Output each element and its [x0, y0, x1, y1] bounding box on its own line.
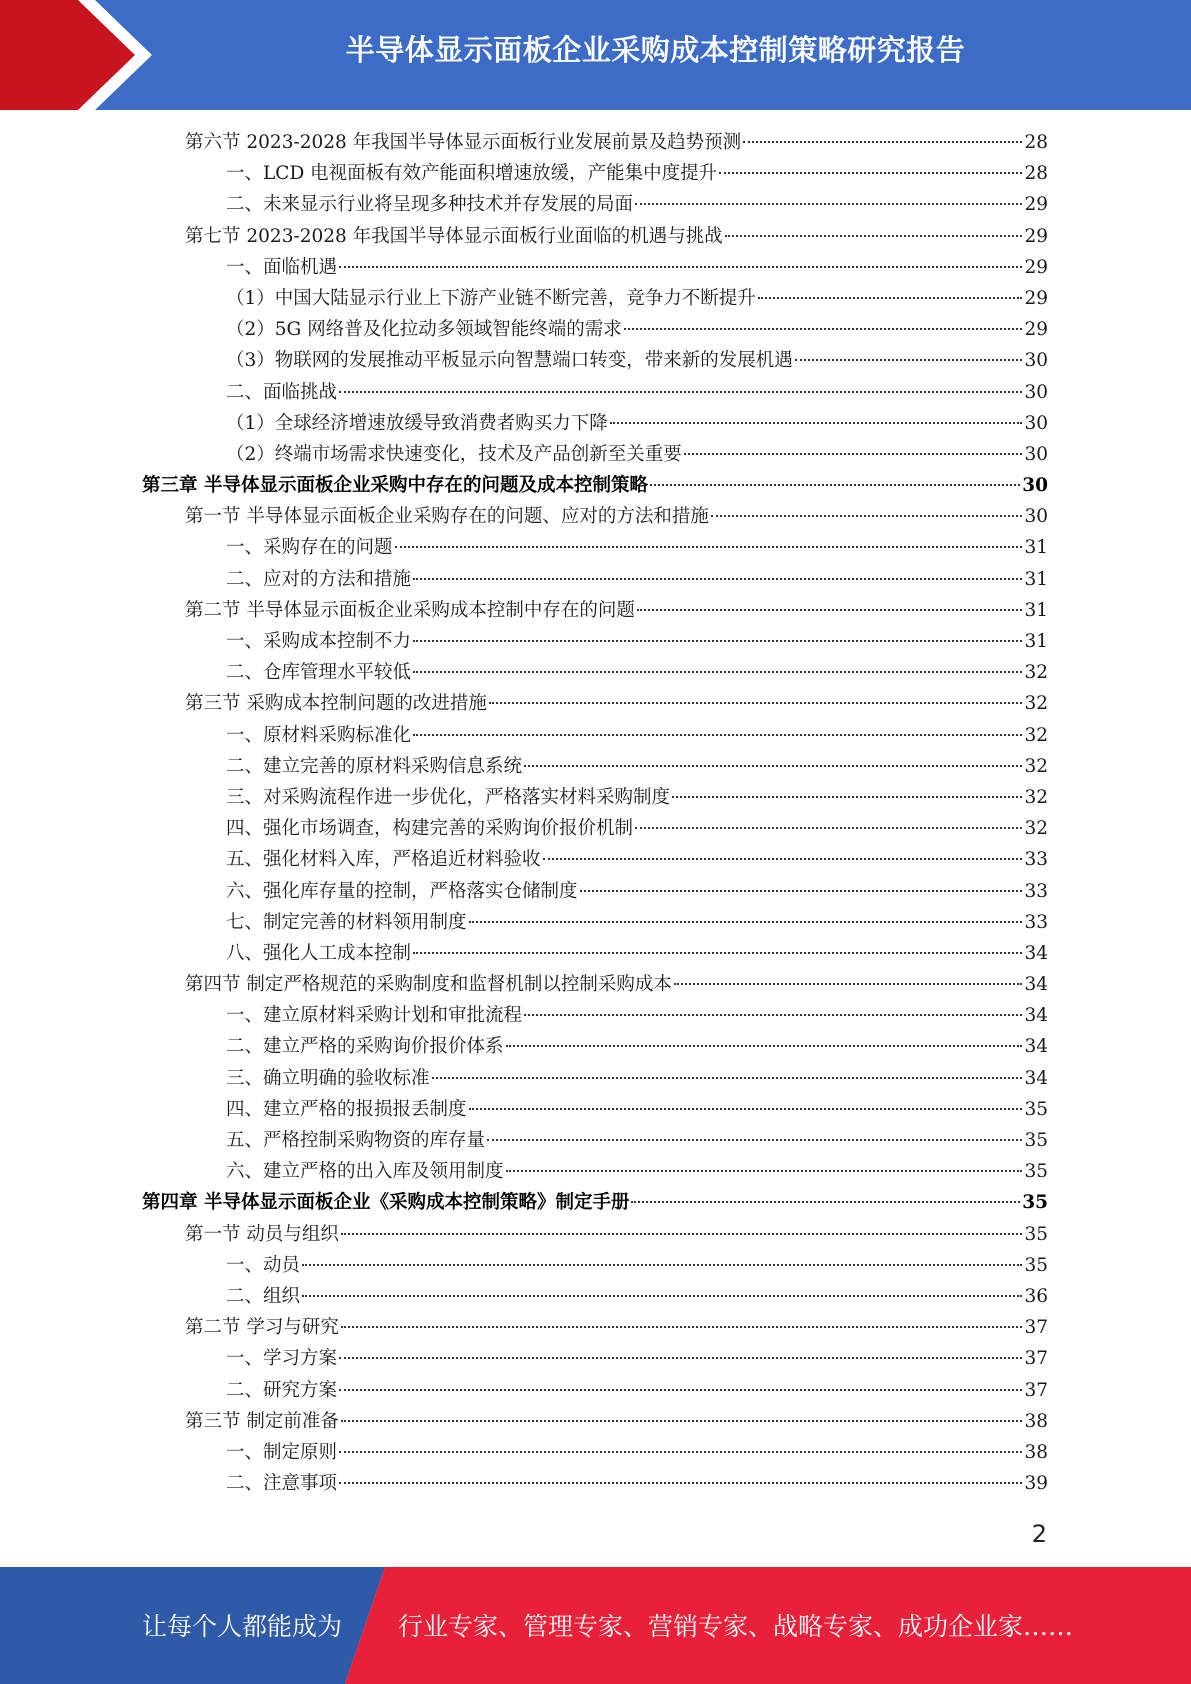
toc-entry-page: 32	[1024, 662, 1048, 684]
toc-dot-leader	[650, 484, 1020, 486]
table-of-contents	[142, 128, 1048, 1500]
toc-dot-leader	[684, 453, 1023, 455]
toc-entry-title: 第三节 采购成本控制问题的改进措施	[185, 693, 487, 715]
toc-entry-title: 一、建立原材料采购计划和审批流程	[226, 1005, 523, 1027]
toc-entry-page: 34	[1024, 1067, 1048, 1089]
toc-subsection-entry[interactable]	[142, 253, 1048, 284]
toc-entry-title: 二、注意事项	[226, 1473, 338, 1495]
toc-entry-title: 第三节 制定前准备	[185, 1410, 339, 1432]
toc-dot-leader	[432, 1077, 1023, 1079]
toc-dot-leader	[469, 1108, 1023, 1110]
toc-subsection-entry[interactable]	[142, 814, 1048, 845]
document-title: 半导体显示面板企业采购成本控制策略研究报告	[345, 33, 966, 67]
toc-entry-title: 一、制定原则	[226, 1441, 338, 1463]
toc-dot-leader	[674, 983, 1023, 985]
toc-dot-leader	[635, 827, 1022, 829]
toc-subsection-entry[interactable]	[142, 159, 1048, 190]
header-arrow-decoration	[0, 0, 160, 110]
toc-dot-leader	[624, 328, 1023, 330]
toc-entry-page: 32	[1024, 818, 1048, 840]
toc-dot-leader	[339, 1389, 1022, 1391]
toc-dot-leader	[487, 1139, 1022, 1141]
toc-entry-page: 29	[1024, 225, 1048, 247]
toc-entry-title: 第三章 半导体显示面板企业采购中存在的问题及成本控制策略	[142, 475, 648, 497]
toc-subsection-entry[interactable]	[142, 315, 1048, 346]
toc-subsection-entry[interactable]	[142, 721, 1048, 752]
toc-entry-title: 二、研究方案	[226, 1379, 338, 1401]
toc-entry-title: 二、仓库管理水平较低	[226, 662, 412, 684]
toc-subsection-entry[interactable]	[142, 845, 1048, 876]
toc-subsection-entry[interactable]	[142, 1376, 1048, 1407]
toc-entry-page: 35	[1022, 1192, 1048, 1214]
toc-dot-leader	[339, 1357, 1022, 1359]
toc-subsection-entry[interactable]	[142, 1251, 1048, 1282]
toc-entry-title: 六、建立严格的出入库及领用制度	[226, 1161, 504, 1183]
toc-subsection-entry[interactable]	[142, 533, 1048, 564]
toc-subsection-entry[interactable]	[142, 1157, 1048, 1188]
toc-dot-leader	[489, 702, 1023, 704]
toc-entry-page: 32	[1024, 786, 1048, 808]
toc-entry-page: 28	[1024, 163, 1048, 185]
toc-entry-title: 第四章 半导体显示面板企业《采购成本控制策略》制定手册	[142, 1192, 630, 1214]
toc-dot-leader	[413, 578, 1022, 580]
toc-entry-title: 六、强化库存量的控制，严格落实仓储制度	[226, 880, 578, 902]
toc-entry-title: 二、建立完善的原材料采购信息系统	[226, 755, 523, 777]
toc-dot-leader	[413, 640, 1022, 642]
footer-slogan-left: 让每个人都能成为	[142, 1612, 343, 1641]
toc-entry-page: 31	[1024, 631, 1048, 652]
toc-entry-title: 一、采购存在的问题	[226, 537, 393, 559]
toc-dot-leader	[339, 1482, 1022, 1484]
toc-entry-page: 33	[1024, 880, 1048, 902]
toc-subsection-entry[interactable]	[142, 658, 1048, 689]
toc-dot-leader	[711, 515, 1023, 517]
toc-section-entry[interactable]	[142, 222, 1048, 253]
toc-entry-title: （1）全球经济增速放缓导致消费者购买力下降	[226, 412, 608, 434]
toc-entry-page: 35	[1024, 1254, 1048, 1276]
toc-dot-leader	[341, 1326, 1023, 1328]
toc-dot-leader	[506, 1045, 1023, 1047]
toc-entry-title: 二、面临挑战	[226, 381, 338, 403]
toc-entry-page: 34	[1024, 1036, 1048, 1058]
toc-section-entry[interactable]	[142, 1220, 1048, 1251]
toc-entry-title: 五、严格控制采购物资的库存量	[226, 1130, 486, 1151]
toc-entry-page: 34	[1024, 974, 1048, 996]
toc-section-entry[interactable]	[142, 1313, 1048, 1344]
toc-entry-title: 七、制定完善的材料领用制度	[226, 911, 467, 933]
toc-subsection-entry[interactable]	[142, 1032, 1048, 1063]
footer-slogan-right: 行业专家、管理专家、营销专家、战略专家、成功企业家……	[398, 1612, 1074, 1641]
toc-entry-page: 30	[1024, 350, 1048, 372]
toc-entry-title: 三、确立明确的验收标准	[226, 1067, 430, 1089]
toc-section-entry[interactable]	[142, 128, 1048, 159]
toc-subsection-entry[interactable]	[142, 378, 1048, 409]
toc-section-entry[interactable]	[142, 596, 1048, 627]
toc-entry-title: （2）5G 网络普及化拉动多领域智能终端的需求	[226, 319, 622, 341]
header-banner	[0, 0, 1191, 110]
toc-subsection-entry[interactable]	[142, 284, 1048, 315]
toc-dot-leader	[469, 921, 1023, 923]
toc-entry-page: 34	[1024, 1005, 1048, 1027]
toc-entry-page: 29	[1024, 194, 1048, 216]
toc-entry-title: 二、未来显示行业将呈现多种技术并存发展的局面	[226, 194, 634, 216]
toc-dot-leader	[395, 546, 1023, 548]
toc-subsection-entry[interactable]	[142, 939, 1048, 970]
toc-subsection-entry[interactable]	[142, 877, 1048, 908]
toc-entry-title: （3）物联网的发展推动平板显示向智慧端口转变，带来新的发展机遇	[226, 350, 793, 372]
toc-entry-page: 32	[1024, 693, 1048, 715]
toc-subsection-entry[interactable]	[142, 627, 1048, 658]
toc-entry-title: 一、LCD 电视面板有效产能面积增速放缓，产能集中度提升	[226, 163, 718, 185]
toc-entry-page: 30	[1024, 381, 1048, 403]
toc-entry-page: 33	[1024, 849, 1048, 871]
toc-chapter-entry[interactable]	[142, 1188, 1048, 1219]
toc-entry-page: 31	[1024, 568, 1048, 590]
toc-subsection-entry[interactable]	[142, 440, 1048, 471]
toc-entry-title: 二、应对的方法和措施	[226, 568, 412, 590]
toc-section-entry[interactable]	[142, 502, 1048, 533]
toc-entry-title: 第七节 2023-2028 年我国半导体显示面板行业面临的机遇与挑战	[185, 225, 723, 247]
toc-dot-leader	[302, 1295, 1022, 1297]
toc-subsection-entry[interactable]	[142, 1064, 1048, 1095]
toc-entry-page: 35	[1024, 1130, 1048, 1151]
toc-dot-leader	[506, 1170, 1023, 1172]
toc-subsection-entry[interactable]	[142, 190, 1048, 221]
toc-entry-title: 第六节 2023-2028 年我国半导体显示面板行业发展前景及趋势预测	[185, 132, 742, 153]
toc-entry-page: 31	[1024, 599, 1048, 621]
toc-entry-page: 38	[1024, 1410, 1048, 1432]
toc-entry-page: 32	[1024, 755, 1048, 777]
toc-entry-page: 39	[1024, 1473, 1048, 1495]
toc-entry-page: 32	[1024, 724, 1048, 746]
toc-subsection-entry[interactable]	[142, 1438, 1048, 1469]
toc-entry-title: 一、动员	[226, 1254, 301, 1276]
toc-entry-page: 31	[1024, 537, 1048, 559]
toc-entry-title: 第四节 制定严格规范的采购制度和监督机制以控制采购成本	[185, 974, 672, 996]
toc-entry-page: 30	[1024, 506, 1048, 528]
toc-subsection-entry[interactable]	[142, 1126, 1048, 1157]
toc-entry-page: 29	[1024, 319, 1048, 341]
toc-dot-leader	[413, 952, 1022, 954]
toc-entry-title: （1）中国大陆显示行业上下游产业链不断完善，竞争力不断提升	[226, 287, 756, 309]
toc-entry-page: 35	[1024, 1161, 1048, 1183]
toc-entry-title: 一、面临机遇	[226, 256, 338, 278]
toc-entry-title: 一、原材料采购标准化	[226, 724, 412, 746]
toc-entry-page: 35	[1024, 1098, 1048, 1120]
toc-chapter-entry[interactable]	[142, 471, 1048, 502]
toc-entry-page: 38	[1024, 1441, 1048, 1463]
toc-entry-page: 30	[1024, 412, 1048, 434]
toc-dot-leader	[413, 734, 1022, 736]
toc-dot-leader	[610, 422, 1023, 424]
toc-dot-leader	[725, 235, 1023, 237]
toc-dot-leader	[543, 858, 1023, 860]
toc-entry-title: （2）终端市场需求快速变化，技术及产品创新至关重要	[226, 443, 682, 465]
toc-dot-leader	[758, 297, 1023, 299]
toc-entry-page: 29	[1024, 287, 1048, 309]
toc-dot-leader	[339, 391, 1022, 393]
toc-entry-title: 第一节 动员与组织	[185, 1223, 339, 1245]
toc-entry-page: 29	[1024, 256, 1048, 278]
toc-dot-leader	[341, 1420, 1023, 1422]
toc-entry-title: 第一节 半导体显示面板企业采购存在的问题、应对的方法和措施	[185, 506, 709, 528]
toc-entry-page: 35	[1024, 1223, 1048, 1245]
toc-dot-leader	[524, 765, 1022, 767]
toc-dot-leader	[413, 671, 1022, 673]
toc-subsection-entry[interactable]	[142, 752, 1048, 783]
toc-section-entry[interactable]	[142, 970, 1048, 1001]
toc-subsection-entry[interactable]	[142, 1469, 1048, 1500]
toc-subsection-entry[interactable]	[142, 1001, 1048, 1032]
toc-dot-leader	[341, 1233, 1023, 1235]
toc-entry-page: 37	[1024, 1348, 1048, 1370]
toc-entry-title: 三、对采购流程作进一步优化，严格落实材料采购制度	[226, 786, 671, 808]
page-number: 2	[1031, 1520, 1047, 1548]
toc-entry-page: 33	[1024, 911, 1048, 933]
toc-dot-leader	[635, 203, 1022, 205]
toc-entry-page: 30	[1022, 475, 1048, 497]
toc-dot-leader	[339, 1451, 1022, 1453]
toc-subsection-entry[interactable]	[142, 409, 1048, 440]
toc-subsection-entry[interactable]	[142, 783, 1048, 814]
toc-entry-page: 34	[1024, 942, 1048, 964]
toc-dot-leader	[719, 172, 1022, 174]
toc-entry-page: 37	[1024, 1379, 1048, 1401]
toc-entry-title: 一、学习方案	[226, 1348, 338, 1370]
toc-entry-page: 36	[1024, 1285, 1048, 1307]
toc-entry-title: 四、建立严格的报损报丢制度	[226, 1098, 467, 1120]
footer-banner	[0, 1567, 1191, 1684]
toc-subsection-entry[interactable]	[142, 1282, 1048, 1313]
toc-subsection-entry[interactable]	[142, 1095, 1048, 1126]
toc-entry-title: 八、强化人工成本控制	[226, 942, 412, 964]
toc-dot-leader	[637, 609, 1023, 611]
toc-subsection-entry[interactable]	[142, 565, 1048, 596]
toc-dot-leader	[672, 796, 1022, 798]
toc-entry-title: 第二节 半导体显示面板企业采购成本控制中存在的问题	[185, 599, 635, 621]
toc-entry-page: 30	[1024, 443, 1048, 465]
toc-dot-leader	[580, 890, 1023, 892]
toc-dot-leader	[524, 1014, 1022, 1016]
toc-entry-title: 五、强化材料入库，严格追近材料验收	[226, 849, 541, 871]
toc-subsection-entry[interactable]	[142, 346, 1048, 377]
toc-subsection-entry[interactable]	[142, 1344, 1048, 1375]
toc-entry-title: 第二节 学习与研究	[185, 1317, 339, 1339]
toc-dot-leader	[631, 1201, 1020, 1203]
toc-entry-title: 四、强化市场调查，构建完善的采购询价报价机制	[226, 818, 634, 840]
toc-dot-leader	[302, 1264, 1022, 1266]
toc-section-entry[interactable]	[142, 689, 1048, 720]
toc-dot-leader	[795, 359, 1023, 361]
toc-entry-page: 28	[1024, 132, 1048, 153]
toc-subsection-entry[interactable]	[142, 908, 1048, 939]
toc-entry-title: 一、采购成本控制不力	[226, 631, 412, 652]
toc-dot-leader	[339, 266, 1022, 268]
toc-entry-title: 二、建立严格的采购询价报价体系	[226, 1036, 504, 1058]
toc-entry-page: 37	[1024, 1317, 1048, 1339]
toc-entry-title: 二、组织	[226, 1285, 301, 1307]
toc-dot-leader	[743, 141, 1022, 143]
toc-section-entry[interactable]	[142, 1407, 1048, 1438]
